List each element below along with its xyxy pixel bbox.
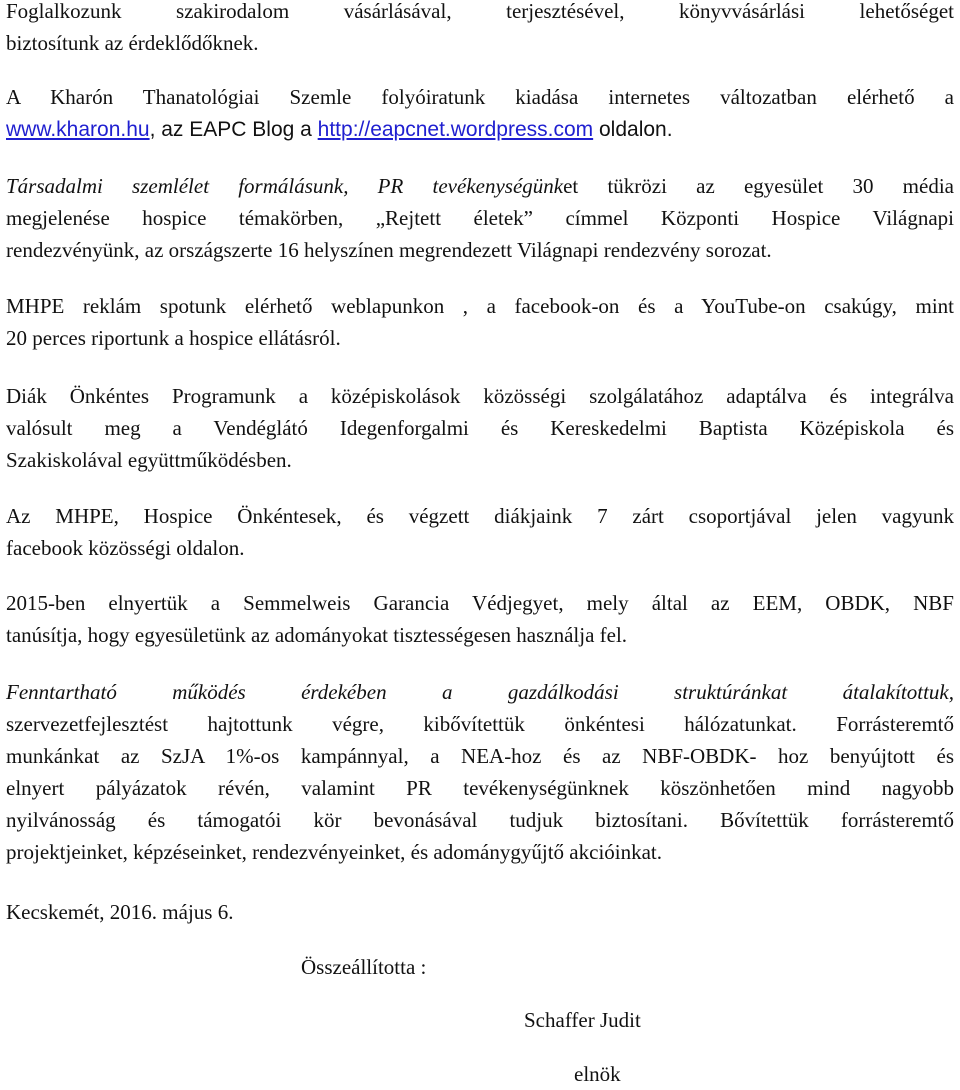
- text-line: 20 perces riportunk a hospice ellátásról.: [6, 326, 341, 350]
- paragraph-sustainability: [6, 676, 954, 868]
- text-line: Foglalkozunk szakirodalom vásárlásával, terjesztésével, könyvvásárlási lehetőséget: [6, 0, 954, 23]
- text-line: facebook közösségi oldalon.: [6, 536, 245, 560]
- text-line: valósult meg a Vendéglátó Idegenforgalmi és Kereskedelmi Baptista Középiskola és: [6, 416, 954, 440]
- text-line: megjelenése hospice témakörben, „Rejtett életek” címmel Központi Hospice Világnapi: [6, 206, 954, 230]
- place-date: Kecskemét, 2016. május 6.: [6, 900, 234, 924]
- text-line: Az MHPE, Hospice Önkéntesek, és végzett diákjaink 7 zárt csoportjával jelen vagyunk: [6, 504, 954, 528]
- compiled-by-label: Összeállította :: [301, 955, 427, 979]
- text-line: 2015-ben elnyertük a Semmelweis Garancia Védjegyet, mely által az EEM, OBDK, NBF: [6, 591, 954, 615]
- paragraph-kharon: [6, 81, 954, 145]
- text-line: Diák Önkéntes Programunk a középiskolások közösségi szolgálatához adaptálva és integrálva: [6, 384, 954, 408]
- text-line: munkánkat az SzJA 1%-os kampánnyal, a NEA-hoz és az NBF-OBDK- hoz benyújtott és: [6, 744, 954, 768]
- italic-lead: Társadalmi szemlélet formálásunk, PR tevékenységünk: [6, 174, 564, 198]
- paragraph-facebook: [6, 500, 954, 564]
- text-line: MHPE reklám spotunk elérhető weblapunkon , a facebook-on és a YouTube-on csakúgy, mint: [6, 294, 954, 318]
- signatory-title: elnök: [574, 1062, 621, 1086]
- text-line: tanúsítja, hogy egyesületünk az adományokat tisztességesen használja fel.: [6, 623, 628, 647]
- text-line: [6, 170, 954, 202]
- text-line: Szakiskolával együttműködésben.: [6, 448, 292, 472]
- paragraph-ad-spot: [6, 290, 954, 354]
- text-line: Fenntartható működés érdekében a gazdálkodási struktúránkat átalakítottuk,: [6, 680, 954, 704]
- signatory-name: Schaffer Judit: [524, 1008, 641, 1032]
- text-line: biztosítunk az érdeklődőknek.: [6, 31, 259, 55]
- text-fragment: et tükrözi az egyesület 30 média: [563, 174, 954, 198]
- text-line: A Kharón Thanatológiai Szemle folyóiratunk kiadása internetes változatban elérhető a: [6, 85, 954, 109]
- paragraph-student-volunteers: [6, 380, 954, 476]
- eapc-blog-link[interactable]: http://eapcnet.wordpress.com: [317, 118, 594, 141]
- text-line: szervezetfejlesztést hajtottunk végre, kibővítettük önkéntesi hálózatunkat. Forrásteremtő: [6, 712, 954, 736]
- paragraph-literature: [6, 0, 954, 59]
- text-line: elnyert pályázatok révén, valamint PR tevékenységünknek köszönhetően mind nagyobb: [6, 776, 954, 800]
- text-line: nyilvánosság és támogatói kör bevonásával tudjuk biztosítani. Bővítettük forrásteremtő: [6, 808, 954, 832]
- kharon-link[interactable]: www.kharon.hu: [6, 118, 150, 141]
- text-line: [6, 113, 954, 145]
- text-fragment: oldalon.: [593, 118, 673, 141]
- text-fragment: , az EAPC Blog a: [149, 118, 318, 141]
- text-line: rendezvényünk, az országszerte 16 helyszínen megrendezett Világnapi rendezvény sorozat.: [6, 238, 772, 262]
- text-line: projektjeinket, képzéseinket, rendezvényeinket, és adománygyűjtő akcióinkat.: [6, 840, 663, 864]
- paragraph-semmelweis: [6, 587, 954, 651]
- paragraph-pr-activity: [6, 170, 954, 266]
